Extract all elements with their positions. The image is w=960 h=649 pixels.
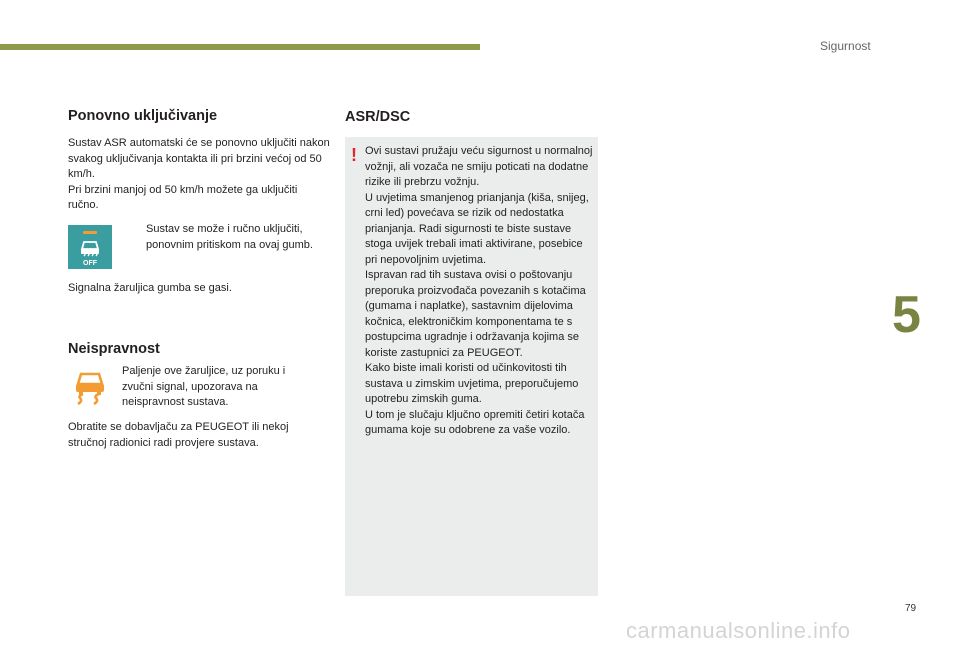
asr-off-button-icon — [68, 225, 112, 269]
icon-off-label: OFF — [83, 260, 97, 267]
warning-text: Ovi sustavi pružaju veću sigurnost u normalnoj vožnji, ali vozača ne smiju poticati na dodatne rizike ili prebrzu vožnju. U uvjetima smanjenog prianjanja (kiša, snijeg, crni led) povećava se rizik od nedostatka prianjanja. Radi sigurnosti te biste sustave stoga uvijek trebali imati aktivirane, posebice pri nepovoljnim uvjetima. Ispravan rad tih sustava ovisi o poštovanju preporuka proizvođača povezanih s kotačima (gumama i naplatke), sastavnim dijelovima kočnica, elektroničkim komponentama te s postupcima ugradnje i održavanja kojima se koriste zastupnici za PEUGEOT. Kako biste imali koristi od učinkovitosti tih sustava u zimskim uvjetima, preporučujemo upotrebu zimskih guma. U tom je slučaju ključno opremiti četiri kotača gumama koje su odobrene za vaše vozilo. — [365, 145, 593, 436]
warning-exclamation-icon: ! — [351, 145, 357, 165]
esc-off-icon — [68, 225, 112, 269]
top-accent-bar — [0, 44, 480, 50]
note-text: Sustav se može i ručno uključiti, ponovnim pritiskom na ovaj gumb. — [146, 223, 313, 251]
paragraph-lamp-off: Signalna žaruljica gumba se gasi. — [68, 282, 232, 294]
esc-fault-icon — [72, 368, 108, 406]
paragraph-reactivation: Sustav ASR automatski će se ponovno uključiti nakon svakog uključivanja kontakta ili pri brzini većoj od 50 km/h. Pri brzini manjoj od 50 km/h možete ga uključiti ručno. — [68, 137, 330, 211]
page-number: 79 — [905, 603, 917, 614]
chapter-number: 5 — [892, 286, 921, 344]
heading-neispravnost: Neispravnost — [68, 341, 160, 357]
heading-asr-dsc: ASR/DSC — [345, 109, 411, 125]
heading-ponovno-ukljucivanje: Ponovno uključivanje — [68, 108, 218, 124]
paragraph-fault-lamp: Paljenje ove žaruljice, uz poruku i zvučni signal, upozorava na neispravnost sustava. — [122, 365, 286, 408]
note-manual-activation — [130, 222, 320, 253]
section-title: Sigurnost — [820, 39, 871, 53]
fault-warning-icon — [72, 368, 108, 406]
paragraph-contact-dealer: Obratite se dobavljaču za PEUGEOT ili nekoj stručnoj radionici radi provjere sustava. — [68, 421, 289, 449]
watermark: carmanualsonline.info — [626, 618, 851, 643]
